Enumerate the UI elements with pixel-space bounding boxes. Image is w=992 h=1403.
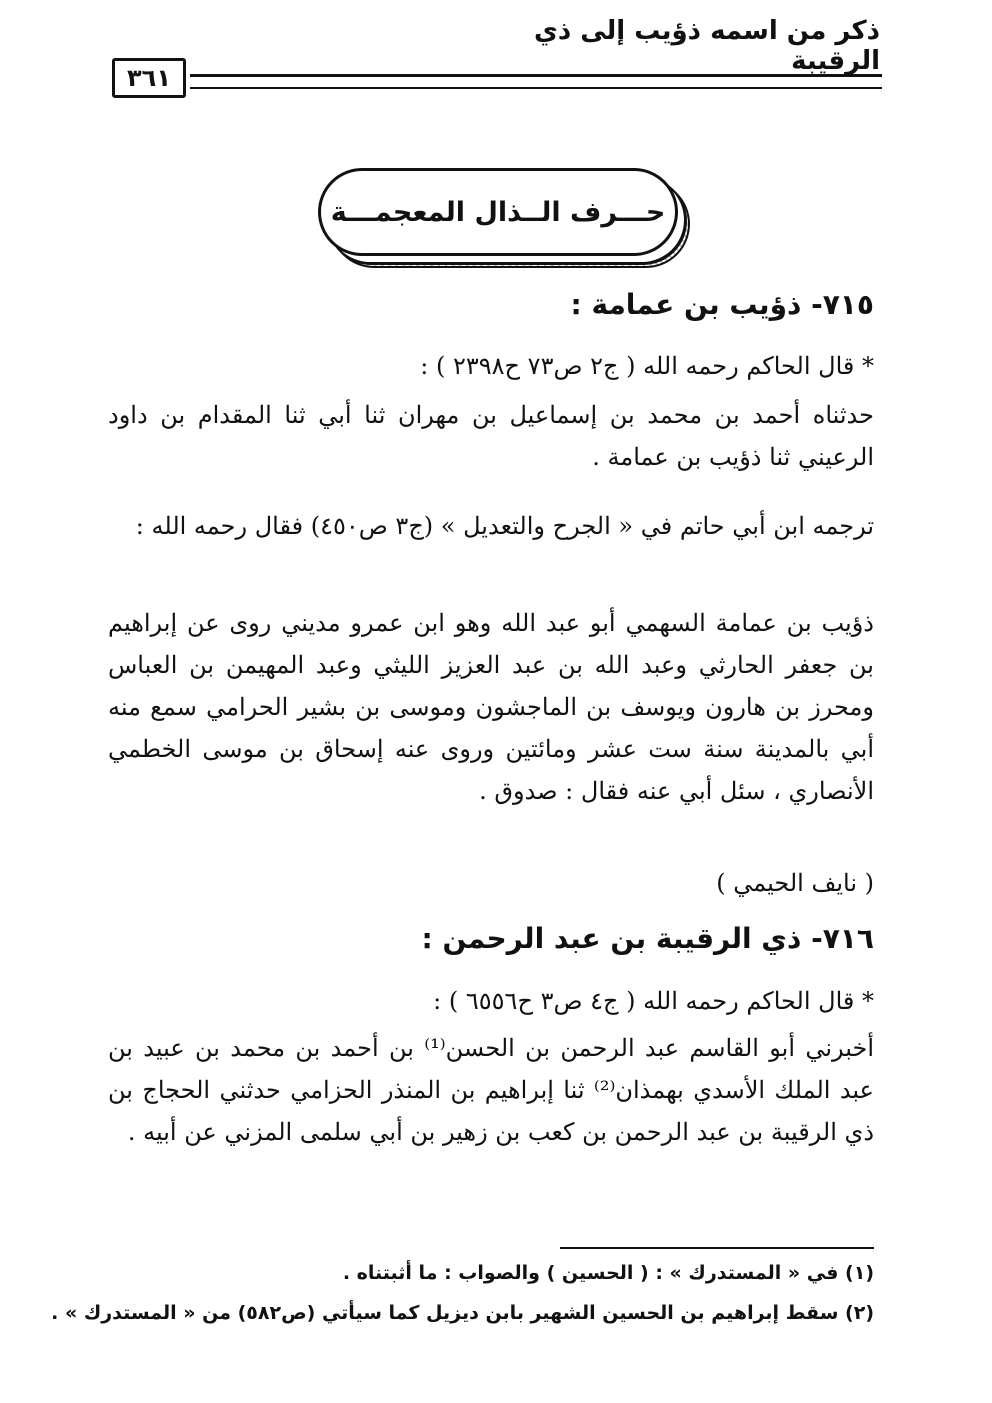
- section-banner: [318, 168, 678, 256]
- section-title: حـــرف الــذال المعجمـــة: [330, 196, 666, 228]
- entry-715-heading: ٧١٥- ذؤيب بن عمامة :: [570, 288, 874, 321]
- entry-715-isnad: حدثناه أحمد بن محمد بن إسماعيل بن مهران ثنا أبي ثنا المقدام بن داود الرعيني ثنا ذؤيب بن عمامة .: [108, 401, 874, 471]
- entry-715-author: ( نايف الحيمي ): [716, 869, 874, 897]
- footnote-1: (١) في « المستدرك » : ( الحسين ) والصواب : ما أثبتناه .: [342, 1262, 874, 1284]
- footnote-rule: [560, 1247, 874, 1249]
- entry-716-heading: ٧١٦- ذي الرقيبة بن عبد الرحمن :: [421, 922, 874, 955]
- entry-716-isnad: أخبرني أبو القاسم عبد الرحمن بن الحسن⁽¹⁾ بن أحمد بن محمد بن عبيد بن عبد الملك الأسدي بهمذان⁽²⁾ ثنا إبراهيم بن المنذر الحزامي حدثني الحجاج بن ذي الرقيبة بن عبد الرحمن بن كعب بن زهير بن أبي سلمى المزني عن أبيه .: [108, 1034, 874, 1146]
- entry-715-source: * قال الحاكم رحمه الله ( ج٢ ص٧٣ ح٢٣٩٨ ) :: [420, 352, 874, 380]
- footnote-2: (٢) سقط إبراهيم بن الحسين الشهير بابن ديزيل كما سيأتي (ص٥٨٢) من « المستدرك » .: [51, 1302, 874, 1324]
- entry-715-tarjama: ذؤيب بن عمامة السهمي أبو عبد الله وهو ابن عمرو مديني روى عن إبراهيم بن جعفر الحارثي وعبد الله بن عبد العزيز الليثي وعبد المهيمن بن العباس ومحرز بن هارون ويوسف بن الماجشون وموسى بن بشير الحرامي سمع منه أبي بالمدينة سنة ست عشر ومائتين وروى عنه إسحاق بن موسى الخطمي الأنصاري ، سئل أبي عنه فقال : صدوق .: [108, 609, 874, 805]
- entry-716-source: * قال الحاكم رحمه الله ( ج٤ ص٣ ح٦٥٥٦ ) :: [433, 987, 874, 1015]
- header-rule: [190, 74, 882, 89]
- page-number: ٣٦١: [112, 58, 186, 98]
- entry-715-tarjama-intro: ترجمه ابن أبي حاتم في « الجرح والتعديل » (ج٣ ص٤٥٠) فقال رحمه الله :: [135, 512, 874, 540]
- running-header-title: ذكر من اسمه ذؤيب إلى ذي الرقيبة: [533, 16, 880, 76]
